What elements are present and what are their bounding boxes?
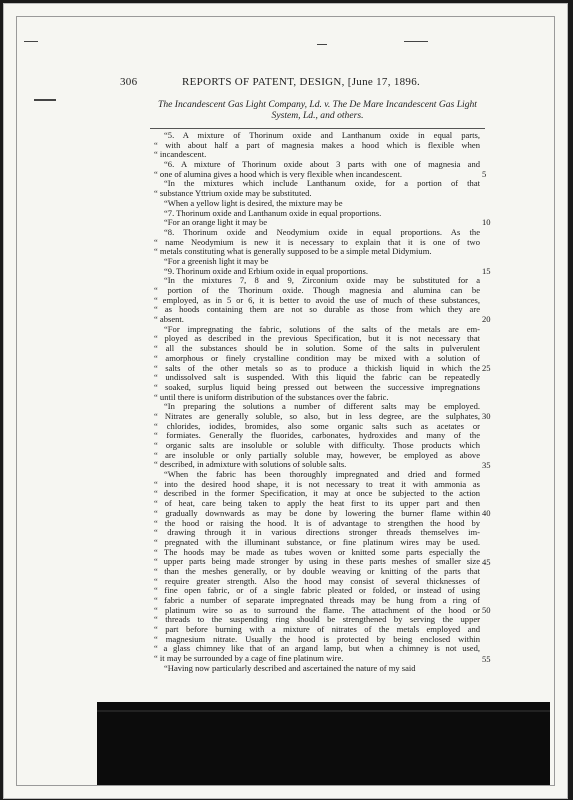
text-line: “ organic salts are insoluble or soluble with difficulty. Those products which: [154, 441, 480, 450]
text-line: “ until there is uniform distribution of the substances over the fabric.: [154, 392, 389, 402]
text-line: “ undissolved salt is suspended. With this liquid the fabric can be repeatedly: [154, 373, 480, 383]
text-line: “ substance Yttrium oxide may be substituted.: [154, 189, 312, 199]
margin-line-number: 20: [482, 314, 491, 325]
text-line: “ than the meshes generally, or by double weaving or knitting of the parts that: [154, 566, 480, 576]
text-line: “ salts of the other metals so as to produce a thickish liquid in which the: [154, 363, 480, 373]
text-line: “ described, in admixture with solutions of soluble salts.: [154, 460, 347, 470]
running-title: REPORTS OF PATENT, DESIGN, [June 17, 1896.: [182, 76, 421, 88]
text-line: “7. Thorinum oxide and Lanthanum oxide in equal proportions.: [164, 208, 382, 218]
scan-speck: [34, 99, 56, 101]
text-line: “In the mixtures 7, 8 and 9, Zirconium oxide may be substituted for a: [164, 276, 480, 286]
margin-line-number: 5: [482, 168, 487, 179]
margin-line-number: 30: [482, 411, 491, 422]
text-line: “ threads to the suspending ring should be strengthened by serving the upper: [154, 615, 480, 625]
case-title: The Incandescent Gas Light Company, Ld. v. The De Mare Incandescent Gas Light System, Ld., and others.: [158, 99, 477, 121]
text-line: “ formiates. Generally the fluorides, carbonates, hydroxides and many of the: [154, 431, 480, 441]
text-line: “ require greater strength. Also the hood may consist of several thicknesses of: [154, 576, 480, 586]
text-line: “When a yellow light is desired, the mixture may be: [164, 198, 343, 208]
body-text: [154, 131, 480, 674]
text-line: “ described in the former Specification, it may at once be subjected to the action: [154, 489, 480, 499]
text-line: “ incandescent.: [154, 150, 207, 160]
margin-line-number: 45: [482, 556, 491, 567]
text-line: “6. A mixture of Thorinum oxide about 3 parts with one of magnesia and: [164, 160, 480, 170]
text-line: “ employed, as in 5 or 6, it is better to avoid the use of much of these substances,: [154, 295, 480, 305]
text-line: “ portion of the Thorinum oxide. Though magnesia and alumina can be: [154, 286, 480, 295]
redaction-bar: [97, 702, 550, 785]
text-line: “ one of alumina gives a hood which is very flexible when incandescent.: [154, 169, 403, 179]
text-line: “ soaked, surplus liquid being pressed out between the successive impregnations: [154, 382, 480, 392]
text-line: “8. Thorinum oxide and Neodymium oxide in equal proportions. As the: [164, 227, 480, 237]
scan-speck: [404, 41, 428, 42]
case-title-rule: [150, 128, 485, 129]
margin-line-number: 25: [482, 362, 491, 373]
text-line: “For impregnating the fabric, solutions of the salts of the metals are em-: [164, 324, 480, 334]
text-line: “For an orange light it may be: [164, 218, 268, 228]
text-line: “ into the desired hood shape, it is not necessary to treat it with ammonia as: [154, 479, 480, 489]
text-line: “ it may be surrounded by a cage of fine platinum wire.: [154, 654, 344, 664]
scan-speck: [317, 44, 327, 45]
text-line: “When the fabric has been thoroughly impregnated and dried and formed: [164, 470, 480, 480]
text-line: “ are insoluble or only partially soluble may, however, be employed as above: [154, 450, 480, 460]
text-line: “ upper parts being made stronger by using in these parts meshes of smaller size: [154, 557, 480, 567]
text-line: “ drawing through it in various directions stronger threads themselves im-: [154, 528, 480, 538]
text-line: “ with about half a part of magnesia makes a hood which is flexible when: [154, 140, 480, 150]
scan-speck: [24, 41, 38, 42]
text-line: “In preparing the solutions a number of different salts may be employed.: [164, 402, 480, 412]
text-line: “ gradually downwards as may be done by lowering the burner flame within: [154, 508, 480, 518]
text-line: “ The hoods may be made as tubes woven or knitted some parts especially the: [154, 547, 480, 557]
text-line: “ ployed as described in the previous Specification, but it is not necessary that: [154, 334, 480, 344]
margin-line-number: 15: [482, 265, 491, 276]
text-line: “ absent.: [154, 315, 184, 325]
margin-line-number: 50: [482, 605, 491, 616]
text-line: “5. A mixture of Thorinum oxide and Lanthanum oxide in equal parts,: [164, 131, 480, 140]
text-line: “ pregnated with the illuminant substance, or fine platinum wires may be used.: [154, 537, 480, 547]
text-line: “ magnesium nitrate. Usually the hood is protected by being enclosed within: [154, 634, 480, 644]
page-number: 306: [120, 76, 138, 88]
margin-line-number: 35: [482, 459, 491, 470]
text-line: “ name Neodymium is new it is necessary to explain that it is one of two: [154, 237, 480, 247]
text-line: “ fine open fabric, or of a single fabric pleated or folded, or instead of using: [154, 586, 480, 596]
text-line: “ fabric a number of separate impregnated threads may be hung from a ring of: [154, 596, 480, 605]
text-line: “ as hoods containing them are not so durable as those from which they are: [154, 305, 480, 315]
text-line: “ Nitrates are generally soluble, so also, but in less degree, are the sulphates,: [154, 411, 480, 421]
text-line: “ all the substances should be in solution. Some of the salts in pulverulent: [154, 344, 480, 354]
text-line: “ platinum wire so as to surround the flame. The attachment of the hood or: [154, 605, 480, 615]
text-line: “In the mixtures which include Lanthanum oxide, for a portion of that: [164, 179, 480, 189]
text-line: “ the hood or raising the hood. It is of advantage to strengthen the hood by: [154, 518, 480, 528]
margin-line-number: 40: [482, 508, 491, 519]
text-line: “Having now particularly described and ascertained the nature of my said: [164, 663, 416, 673]
text-line: “ amorphous or finely crystalline condition may be mixed with a solution of: [154, 353, 480, 363]
text-line: “ metals constituting what is generally supposed to be a simple metal Didymium.: [154, 247, 432, 257]
running-header: [120, 76, 480, 88]
text-line: “For a greenish light it may be: [164, 256, 269, 266]
margin-line-number: 55: [482, 653, 491, 664]
margin-line-number: 10: [482, 217, 491, 228]
text-line: “ of heat, care being taken to apply the heat first to its upper part and then: [154, 499, 480, 509]
text-line: “ part before burning with a mixture of nitrates of the metals employed and: [154, 625, 480, 635]
text-line: “ chlorides, iodides, bromides, also some organic salts such as acetates or: [154, 421, 480, 431]
text-line: “9. Thorinum oxide and Erbium oxide in equal proportions.: [164, 266, 368, 276]
text-line: “ a glass chimney like that of an argand lamp, but when a chimney is not used,: [154, 644, 480, 654]
